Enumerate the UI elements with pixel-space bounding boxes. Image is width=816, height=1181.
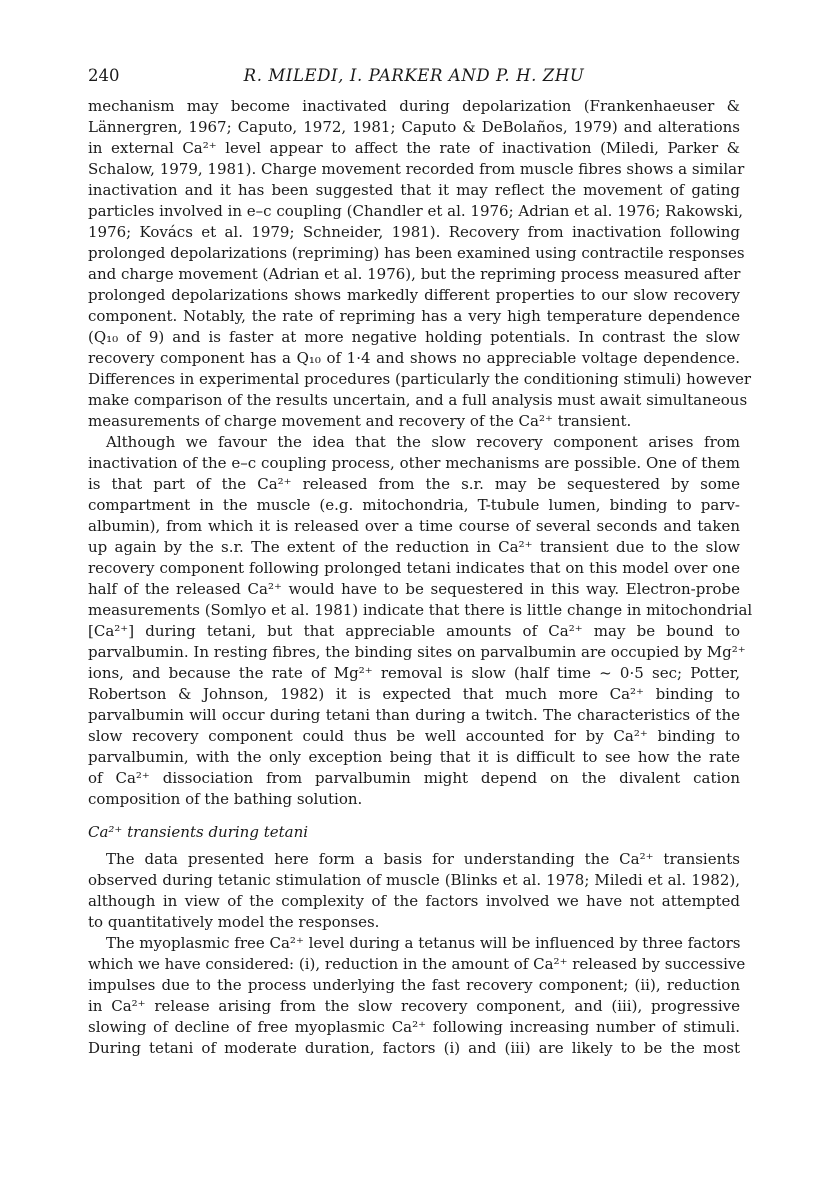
page-number: 240 [88,66,120,85]
text-line: Lännergren, 1967; Caputo, 1972, 1981; Caputo & DeBolaños, 1979) and alterations [88,118,740,136]
text-line: prolonged depolarizations shows markedly different properties to our slow recovery [88,286,740,304]
paragraph-3 [88,849,740,933]
text-line: inactivation and it has been suggested that it may reflect the movement of gating [88,181,740,199]
section-spacer [88,810,740,820]
text-line: in external Ca²⁺ level appear to affect the rate of inactivation (Miledi, Parker & [88,139,740,157]
text-line: in Ca²⁺ release arising from the slow recovery component, and (iii), progressive [88,997,740,1015]
text-line: to quantitatively model the responses. [88,913,380,931]
text-line: composition of the bathing solution. [88,790,363,808]
text-line: measurements (Somlyo et al. 1981) indicate that there is little change in mitochondrial [88,601,753,619]
text-line: particles involved in e–c coupling (Chandler et al. 1976; Adrian et al. 1976; Rakowski, [88,202,744,220]
text-line: which we have considered: (i), reduction in the amount of Ca²⁺ released by successive [88,955,746,973]
text-line: Robertson & Johnson, 1982) it is expected that much more Ca²⁺ binding to [88,685,740,703]
text-line: The myoplasmic free Ca²⁺ level during a tetanus will be influenced by three factors [106,934,741,952]
text-line: ions, and because the rate of Mg²⁺ removal is slow (half time ~ 0·5 sec; Potter, [88,664,740,682]
text-line: recovery component following prolonged tetani indicates that on this model over one [88,559,740,577]
text-line: measurements of charge movement and recovery of the Ca²⁺ transient. [88,412,632,430]
article-body [88,96,753,1059]
running-header [88,66,740,90]
text-line: slowing of decline of free myoplasmic Ca²⁺ following increasing number of stimuli. [88,1018,740,1036]
text-line: of Ca²⁺ dissociation from parvalbumin might depend on the divalent cation [88,769,740,787]
text-line: inactivation of the e–c coupling process, other mechanisms are possible. One of them [88,454,740,472]
text-line: parvalbumin, with the only exception being that it is difficult to see how the rate [88,748,740,766]
text-line: Although we favour the idea that the slow recovery component arises from [106,433,740,451]
text-line: prolonged depolarizations (repriming) has been examined using contractile responses [88,244,745,262]
text-line: During tetani of moderate duration, factors (i) and (iii) are likely to be the most [88,1039,740,1057]
text-line: (Q₁₀ of 9) and is faster at more negative holding potentials. In contrast the slow [88,328,740,346]
text-line: observed during tetanic stimulation of muscle (Blinks et al. 1978; Miledi et al. 1982), [88,871,740,889]
text-line: The data presented here form a basis for understanding the Ca²⁺ transients [106,850,740,868]
paragraph-2 [88,432,753,810]
text-line: parvalbumin. In resting fibres, the binding sites on parvalbumin are occupied by Mg²⁺ [88,643,746,661]
paragraph-1 [88,96,752,432]
text-line: slow recovery component could thus be well accounted for by Ca²⁺ binding to [88,727,740,745]
text-line: up again by the s.r. The extent of the reduction in Ca²⁺ transient due to the slow [88,538,740,556]
text-line: 1976; Kovács et al. 1979; Schneider, 1981). Recovery from inactivation following [88,223,740,241]
text-line: compartment in the muscle (e.g. mitochondria, T-tubule lumen, binding to parv- [88,496,740,514]
text-line: albumin), from which it is released over a time course of several seconds and taken [88,517,740,535]
text-line: mechanism may become inactivated during depolarization (Frankenhaeuser & [88,97,740,115]
text-line: [Ca²⁺] during tetani, but that appreciable amounts of Ca²⁺ may be bound to [88,622,740,640]
text-line: recovery component has a Q₁₀ of 1·4 and shows no appreciable voltage dependence. [88,349,740,367]
text-line: parvalbumin will occur during tetani than during a twitch. The characteristics of the [88,706,740,724]
text-line: and charge movement (Adrian et al. 1976), but the repriming process measured after [88,265,741,283]
text-line: Schalow, 1979, 1981). Charge movement recorded from muscle fibres shows a similar [88,160,745,178]
text-line: make comparison of the results uncertain, and a full analysis must await simultaneous [88,391,748,409]
running-title: R. MILEDI, I. PARKER AND P. H. ZHU [243,66,585,85]
section-heading: Ca²⁺ transients during tetani [88,823,309,841]
text-line: half of the released Ca²⁺ would have to be sequestered in this way. Electron-probe [88,580,740,598]
paragraph-4 [88,933,746,1059]
text-line: component. Notably, the rate of repriming has a very high temperature dependence [88,307,740,325]
text-line: impulses due to the process underlying the fast recovery component; (ii), reduction [88,976,740,994]
text-line: although in view of the complexity of the factors involved we have not attempted [88,892,740,910]
text-line: Differences in experimental procedures (particularly the conditioning stimuli) however [88,370,752,388]
text-line: is that part of the Ca²⁺ released from the s.r. may be sequestered by some [88,475,740,493]
